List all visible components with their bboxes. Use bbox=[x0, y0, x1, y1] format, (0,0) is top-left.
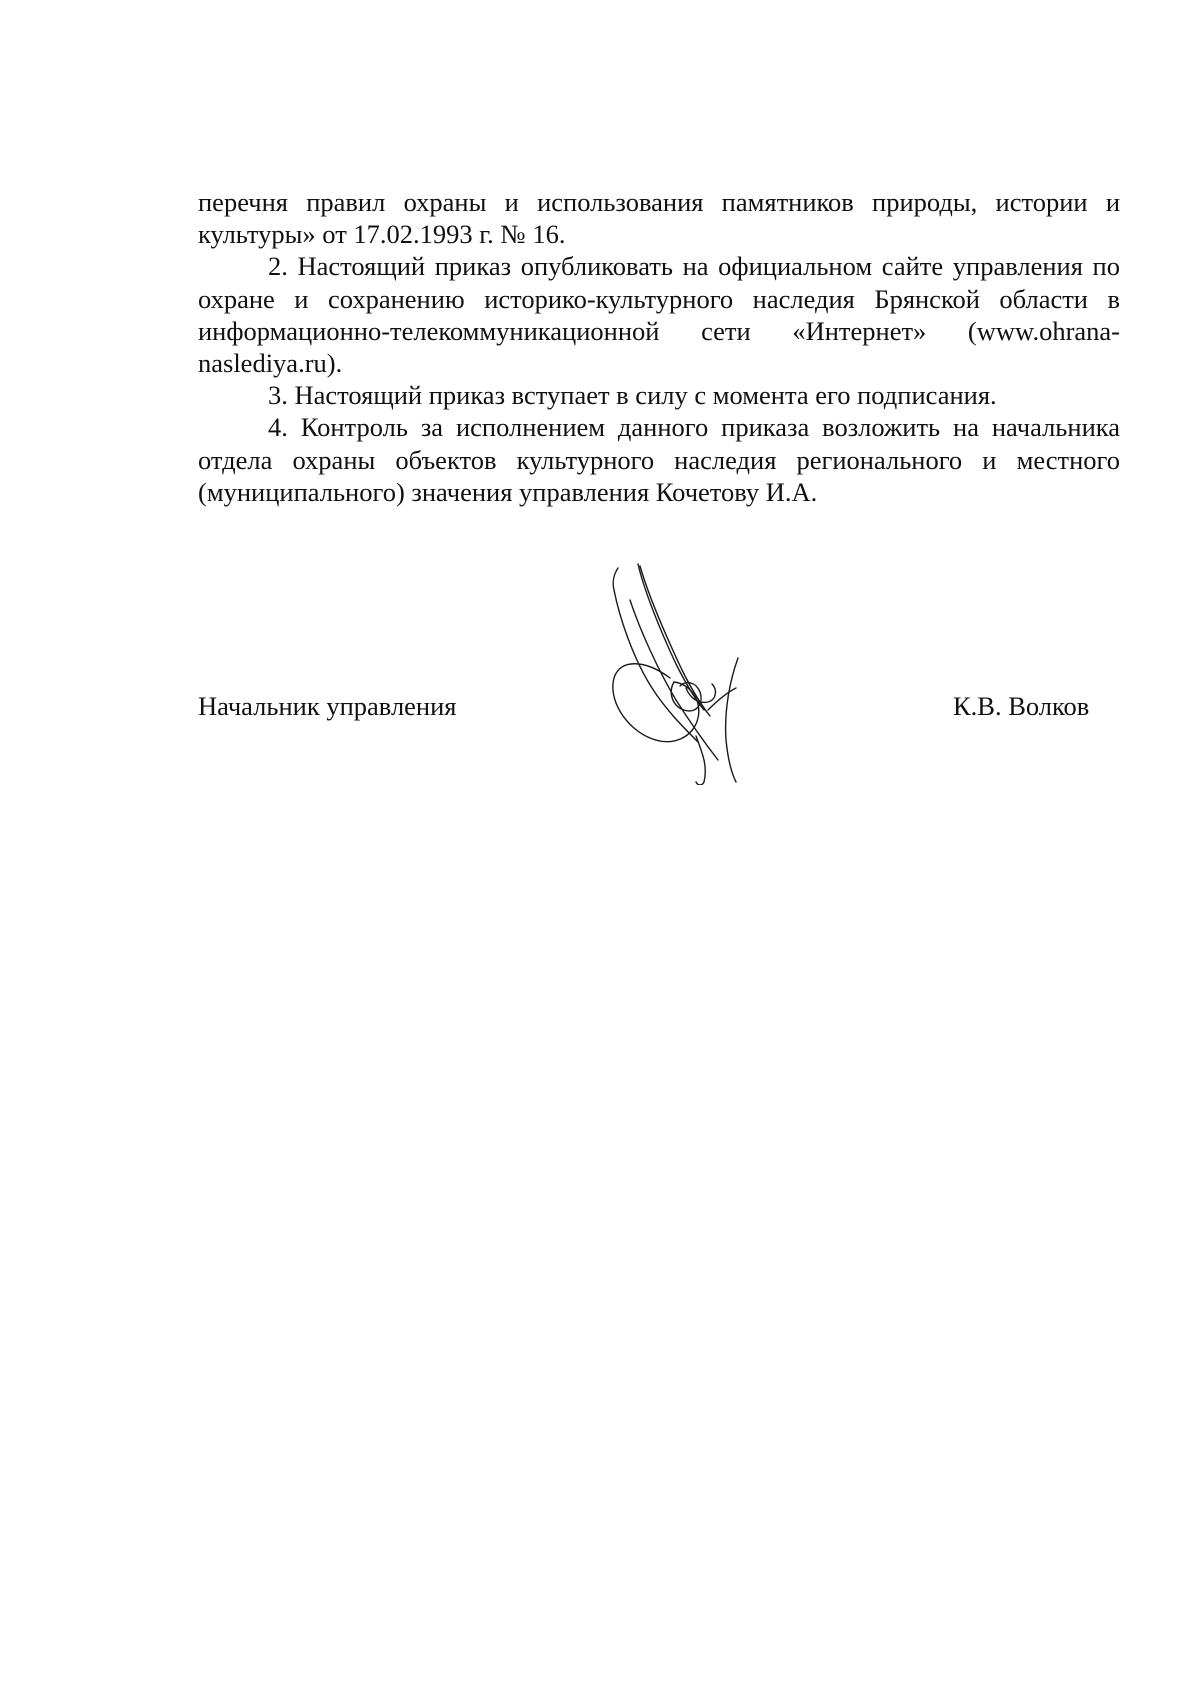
paragraph-item-4: 4. Контроль за исполнением данного приказа возложить на начальника отдела охраны объектов культурного наследия регионального и местного (муниципального) значения управления Кочетову И.А. bbox=[198, 412, 1120, 507]
document-body bbox=[198, 186, 1120, 508]
handwritten-signature bbox=[600, 560, 750, 785]
signatory-name: К.В. Волков bbox=[953, 691, 1090, 721]
paragraph-item-3: 3. Настоящий приказ вступает в силу с момента его подписания. bbox=[268, 380, 997, 411]
paragraph-item-2: 2. Настоящий приказ опубликовать на официальном сайте управления по охране и сохранению историко-культурного наследия Брянской области в информационно-телекоммуникационной сети «Интернет» (www.ohrana-naslediya.ru). bbox=[198, 251, 1120, 379]
paragraph-continuation: перечня правил охраны и использования памятников природы, истории и культуры» от 17.02.1993 г. № 16. bbox=[198, 187, 1120, 250]
signatory-position: Начальник управления bbox=[198, 691, 457, 721]
